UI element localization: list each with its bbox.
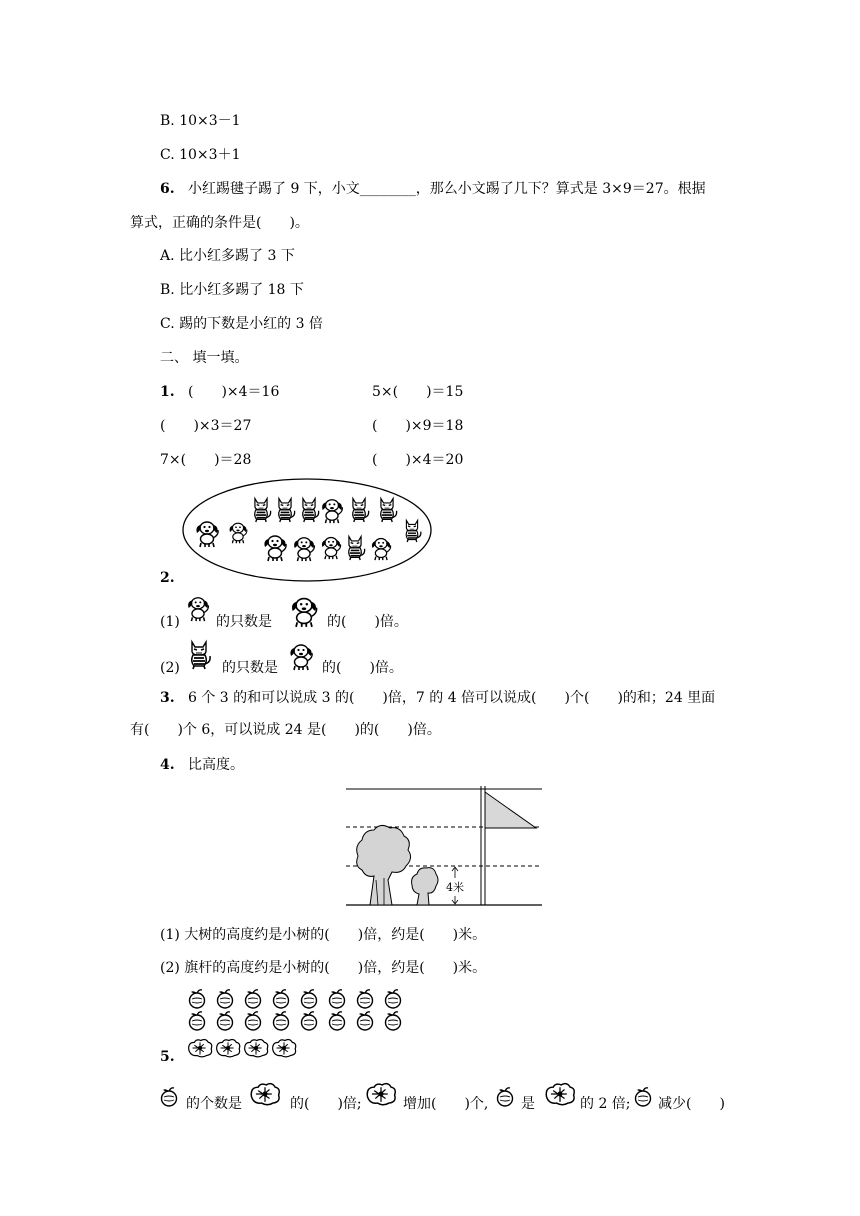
cat-icon [184,634,214,674]
flower-icon [364,1080,398,1108]
sub-question-label: (2) [160,660,180,676]
question-title: 比高度。 [188,757,244,773]
sub-question-text: 的( )倍。 [327,614,408,630]
animal-group-figure [180,476,434,584]
question-number: 5. [160,1049,175,1065]
equation: ( )×4＝16 [188,384,280,400]
question-number: 3. [160,690,175,706]
peach-icon [158,1086,180,1108]
equation: ( )×3＝27 [160,418,252,434]
flower-icon [248,1080,282,1108]
equation: 7×( )＝28 [160,452,252,468]
dog-icon [284,594,324,628]
sub-question-text: 的只数是 [216,614,272,630]
big-tree [357,825,411,905]
fruit-group-figure [186,988,418,1066]
question-number: 6. [160,181,175,197]
question-number: 1. [160,384,175,400]
option-b: B. 比小红多踢了 18 下 [160,282,304,298]
option-b: B. 10×3－1 [160,113,241,129]
sub-question-text: (2) 旗杆的高度约是小树的( )倍，约是( )米。 [160,960,487,976]
dog-icon [184,588,212,626]
question-text: 的 2 倍; [580,1096,631,1112]
equation: 5×( )＝15 [372,384,464,400]
question-text: 的( )倍; [290,1096,362,1112]
small-tree [412,868,438,905]
question-text: 小红踢毽子踢了 9 下，小文________，那么小文踢了几下？算式是 3×9＝27。根据 [188,181,706,197]
flagpole [481,786,536,905]
question-text: 6 个 3 的和可以说成 3 的( )倍，7 的 4 倍可以说成( )个( )的和；24 里面 [188,690,716,706]
question-text: 增加( )个, [403,1096,489,1112]
sub-question-label: (1) [160,614,180,630]
option-c: C. 踢的下数是小红的 3 倍 [160,316,323,332]
flower-icon [543,1080,577,1108]
question-text: 算式，正确的条件是( )。 [130,215,309,231]
question-text: 减少( ) [658,1096,725,1112]
equation: ( )×9＝18 [372,418,464,434]
equation: ( )×4＝20 [372,452,464,468]
option-c: C. 10×3＋1 [160,147,241,163]
sub-question-text: 的只数是 [222,660,278,676]
option-a: A. 比小红多踢了 3 下 [160,248,295,264]
peach-icon [494,1086,516,1108]
sub-question-text: 的( )倍。 [322,660,403,676]
question-text: 有( )个 6，可以说成 24 是( )的( )倍。 [130,722,441,738]
dog-icon [286,636,316,676]
height-label: 4米 [446,881,464,894]
question-text: 的个数是 [186,1096,242,1112]
question-number: 4. [160,757,175,773]
section-title: 二、 填一填。 [160,350,249,366]
question-number: 2. [160,570,175,586]
peach-icon [632,1086,654,1108]
sub-question-text: (1) 大树的高度约是小树的( )倍，约是( )米。 [160,927,487,943]
question-text: 是 [521,1096,535,1112]
height-comparison-figure [344,784,544,910]
